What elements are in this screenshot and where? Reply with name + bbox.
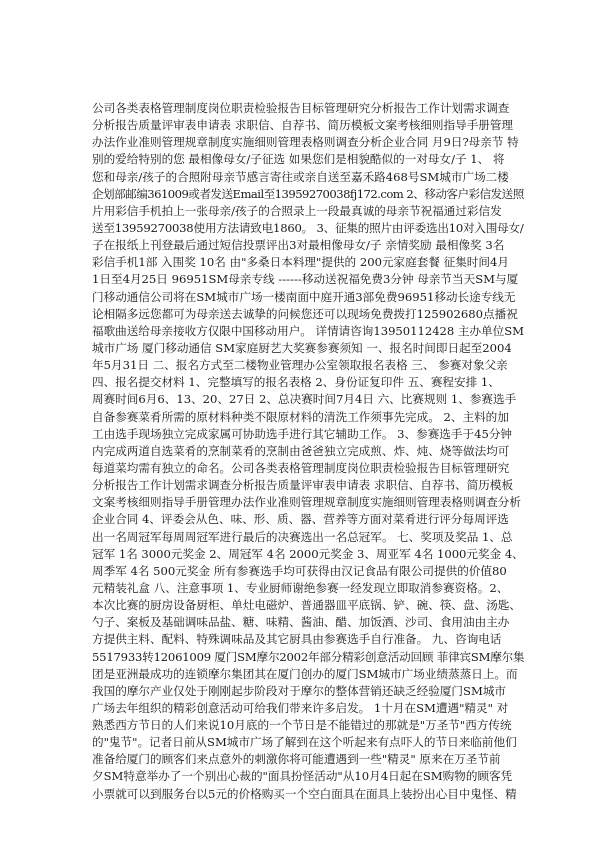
text-line: 内完成两道自选菜肴的烹制菜肴的烹制由爸爸独立完成煎、炸、炖、烧等做法均可 [92, 443, 510, 458]
text-line: 元精装礼盒 八、注意事项 1、专业厨师谢绝参赛一经发现立即取消参赛资格。2、 [92, 580, 509, 595]
text-line: 分析报告质量评审表申请表 求职信、自荐书、简历模板文案考核细则指导手册管理 [92, 118, 514, 133]
text-line: 四、报名提交材料 1、完整填写的报名表格 2、身份证复印件 五、赛程安排 1、 [92, 375, 500, 390]
text-line: 福歌曲送给母亲接收方仅限中国移动用户。 详情请咨询13950112428 主办单位SM [92, 323, 524, 338]
text-line: 企划部邮编361009或者发送Email至13959270038fj172.com 2、移动客户彩信发送照 [92, 186, 524, 201]
text-line: 子在报纸上刊登最后通过短信投票评出3对最相像母女/子 亲情奖励 最相像奖 3名 [92, 238, 505, 253]
text-line: 送至13959270038使用方法请致电1860。 3、征集的照片由评委选出10对入围母女/ [92, 220, 524, 235]
text-line: 1日至4月25日 96951SM母亲专线 ------移动送祝福免费3分钟 母亲节当天SM与厦 [92, 272, 519, 287]
text-line: 夕SM特意举办了一个别出心裁的"面具扮怪活动"从10月4日起在SM购物的顾客凭 [92, 769, 513, 784]
text-line: 团是亚洲最成功的连锁摩尔集团其在厦门创办的厦门SM城市广场业绩蒸蒸日上。而 [92, 666, 518, 681]
text-line: 5517933转12061009 厦门SM摩尔2002年部分精彩创意活动回顾 菲律宾SM摩尔集 [92, 649, 524, 664]
text-line: 广场去年组织的精彩创意活动可给我们带来许多启发。 1十月在SM遭遇"精灵" 对 [92, 700, 509, 715]
text-line: 您和母亲/孩子的合照附母亲节感言寄往或亲自送至嘉禾路468号SM城市广场二楼 [92, 169, 509, 184]
text-line: 公司各类表格管理制度岗位职责检验报告目标管理研究分析报告工作计划需求调查 [92, 101, 510, 115]
text-line: 分析报告工作计划需求调查分析报告质量评审表申请表 求职信、自荐书、简历模板 [92, 478, 514, 493]
text-line: 的"鬼节"。记者日前从SM城市广场了解到在这个听起来有点吓人的节日来临前他们 [92, 735, 517, 750]
text-line: 自备参赛菜肴所需的原材料种类不限原材料的清洗工作须事先完成。 2、主料的加 [92, 409, 509, 424]
text-line: 周赛时间6月6、13、20、27日 2、总决赛时间7月4日 六、比赛规则 1、参赛选手 [92, 392, 517, 407]
body-text [92, 100, 524, 803]
text-line: 企业合同 4、评委会从色、味、形、质、器、营养等方面对菜肴进行评分每周评选 [92, 512, 509, 527]
text-line: 论相隔多远您都可为母亲送去诚挚的问候您还可以现场免费拨打125902680点播祝 [92, 306, 518, 321]
text-line: 我国的摩尔产业仅处于刚刚起步阶段对于摩尔的整体营销还缺乏经验厦门SM城市 [92, 683, 507, 698]
text-line: 准备给厦门的顾客们来点意外的刺激你将可能遭遇到一些"精灵" 原来在万圣节前 [92, 752, 501, 767]
text-line: 每道菜均需有独立的命名。公司各类表格管理制度岗位职责检验报告目标管理研究 [92, 460, 510, 475]
text-line: 勺子、案板及基础调味品盐、糖、味精、酱油、醋、加饭酒、沙司、食用油由主办 [92, 615, 510, 630]
text-line: 别的爱给特别的您 最相像母女/子征选 如果您们是相貌酷似的一对母女/子 1、 将 [92, 152, 505, 167]
text-line: 办法作业准则管理规章制度实施细则管理表格则调查分析企业合同 月9日?母亲节 特 [92, 135, 519, 150]
text-line: 熟悉西方节日的人们来说10月底的一个节日是不能错过的那就是"万圣节"西方传统 [92, 718, 512, 733]
text-line: 小票就可以到服务台以5元的价格购买一个空白面具在面具上装扮出心目中鬼怪、精 [92, 786, 517, 801]
text-line: 门移动通信公司将在SM城市广场一楼南面中庭开通3部免费96951移动长途专线无 [92, 289, 516, 304]
text-line: 工由选手现场独立完成家属可协助选手进行其它辅助工作。 3、参赛选手于45分钟 [92, 426, 513, 441]
text-line: 彩信手机1部 入围奖 10名 由"多桑日本料理"提供的 200元家庭套餐 征集时间4月 [92, 255, 509, 270]
text-line: 冠军 1名 3000元奖金 2、周冠军 4名 2000元奖金 3、周亚军 4名 1000元奖金 4、 [92, 546, 524, 561]
text-line: 年5月31日 二、报名方式至二楼物业管理办公室领取报名表格 三、 参赛对象父亲 [92, 358, 508, 373]
text-line: 城市广场 厦门移动通信 SM家庭厨艺大奖赛参赛须知 一、报名时间即日起至2004 [92, 340, 512, 355]
text-line: 周季军 4名 500元奖金 所有参赛选手均可获得由汉记食品有限公司提供的价值80 [92, 563, 507, 578]
text-line: 出一名周冠军每周周冠军进行最后的决赛选出一名总冠军。 七、奖项及奖品 1、总 [92, 529, 513, 544]
text-line: 片用彩信手机拍上一张母亲/孩子的合照录上一段最真诚的母亲节祝福通过彩信发 [92, 203, 502, 218]
text-line: 本次比赛的厨房设备厨柜、单灶电磁炉、普通器皿平底锅、铲、碗、筷、盘、汤匙、 [92, 598, 521, 613]
text-line: 方提供主料、配料、特殊调味品及其它厨具由参赛选手自行准备。 九、咨询电话 [92, 632, 502, 647]
text-line: 文案考核细则指导手册管理办法作业准则管理规章制度实施细则管理表格则调查分析 [92, 495, 521, 510]
